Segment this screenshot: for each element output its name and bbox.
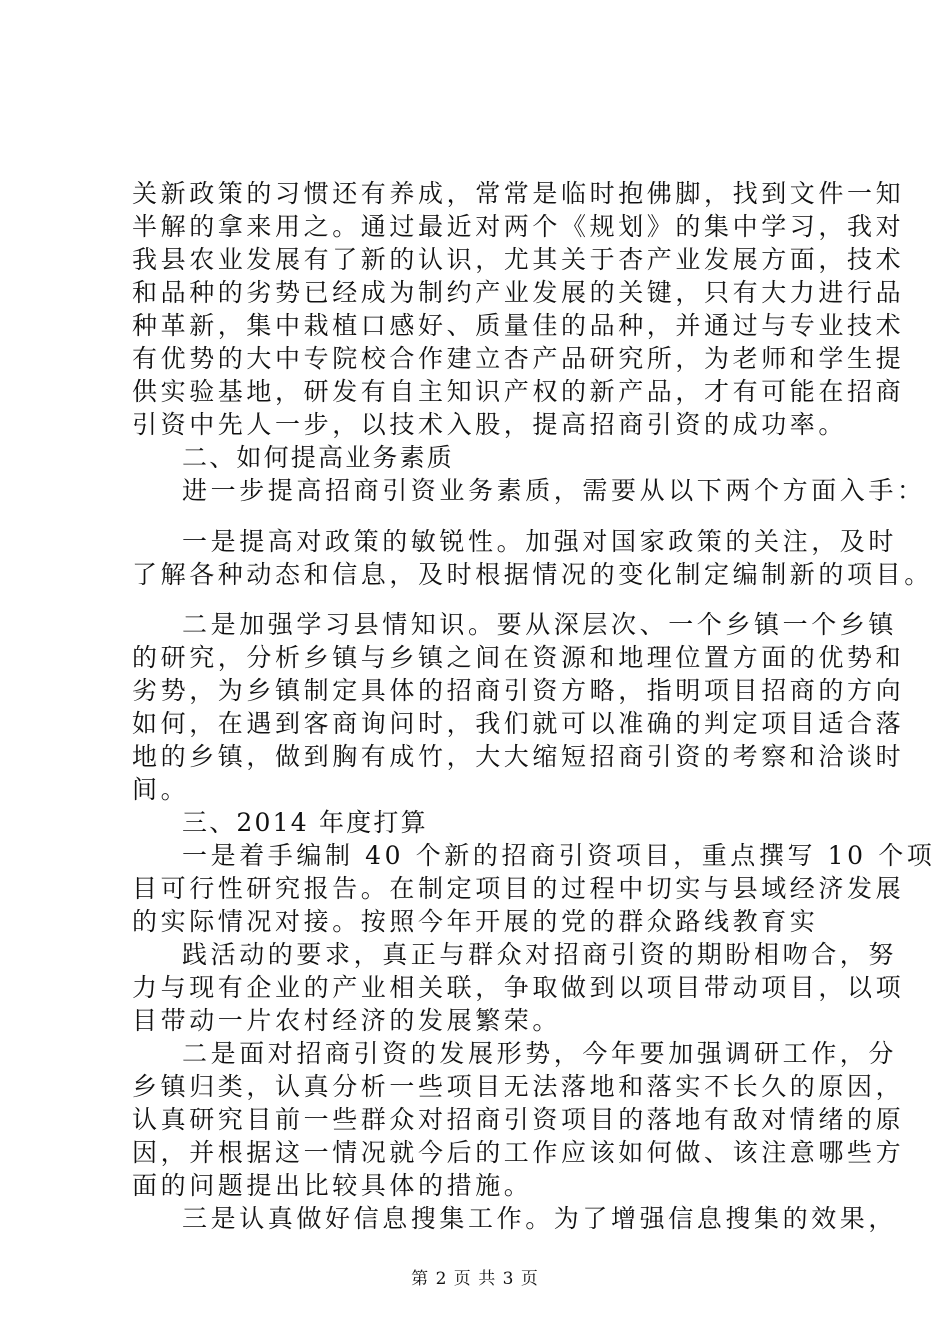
text-line: 我县农业发展有了新的认识，尤其关于杏产业发展方面，技术 [132,245,905,274]
text-line: 目可行性研究报告。在制定项目的过程中切实与县域经济发展 [132,874,905,903]
page-footer: 第 2 页 共 3 页 [411,1269,539,1289]
text-line: 种革新，集中栽植口感好、质量佳的品种，并通过与专业技术 [132,311,905,340]
text-line: 三是认真做好信息搜集工作。为了增强信息搜集的效果， [182,1204,898,1233]
text-line: 践活动的要求，真正与群众对招商引资的期盼相吻合，努 [182,940,898,969]
text-line: 半解的拿来用之。通过最近对两个《规划》的集中学习，我对 [132,212,905,241]
text-line: 面的问题提出比较具体的措施。 [132,1171,533,1200]
text-line: 和品种的劣势已经成为制约产业发展的关键，只有大力进行品 [132,278,905,307]
text-line: 引资中先人一步，以技术入股，提高招商引资的成功率。 [132,410,848,439]
text-line: 的实际情况对接。按照今年开展的党的群众路线教育实 [132,907,819,936]
text-line: 关新政策的习惯还有养成，常常是临时抱佛脚，找到文件一知 [132,179,905,208]
text-line: 进一步提高招商引资业务素质，需要从以下两个方面入手： [182,476,926,505]
text-line: 乡镇归类，认真分析一些项目无法落地和落实不长久的原因， [132,1072,905,1101]
section-heading: 二、如何提高业务素质 [182,443,455,472]
text-line: 如何，在遇到客商询问时，我们就可以准确的判定项目适合落 [132,709,905,738]
section-heading: 三、2014 年度打算 [182,808,428,837]
text-line: 劣势，为乡镇制定具体的招商引资方略，指明项目招商的方向 [132,676,905,705]
text-line: 的研究，分析乡镇与乡镇之间在资源和地理位置方面的优势和 [132,643,905,672]
text-line: 有优势的大中专院校合作建立杏产品研究所，为老师和学生提 [132,344,905,373]
text-line: 间。 [132,775,190,804]
text-line: 供实验基地，研发有自主知识产权的新产品，才有可能在招商 [132,377,905,406]
text-line: 二是加强学习县情知识。要从深层次、一个乡镇一个乡镇 [182,610,898,639]
text-line: 地的乡镇，做到胸有成竹，大大缩短招商引资的考察和洽谈时 [132,742,905,771]
text-line: 因，并根据这一情况就今后的工作应该如何做、该注意哪些方 [132,1138,905,1167]
text-line: 一是提高对政策的敏锐性。加强对国家政策的关注，及时 [182,527,898,556]
text-line: 了解各种动态和信息，及时根据情况的变化制定编制新的项目。 [132,560,933,589]
text-line: 二是面对招商引资的发展形势，今年要加强调研工作，分 [182,1039,898,1068]
text-line: 目带动一片农村经济的发展繁荣。 [132,1006,562,1035]
text-line: 认真研究目前一些群众对招商引资项目的落地有敌对情绪的原 [132,1105,905,1134]
text-line: 一是着手编制 40 个新的招商引资项目，重点撰写 10 个项 [182,841,936,870]
text-line: 力与现有企业的产业相关联，争取做到以项目带动项目，以项 [132,973,905,1002]
